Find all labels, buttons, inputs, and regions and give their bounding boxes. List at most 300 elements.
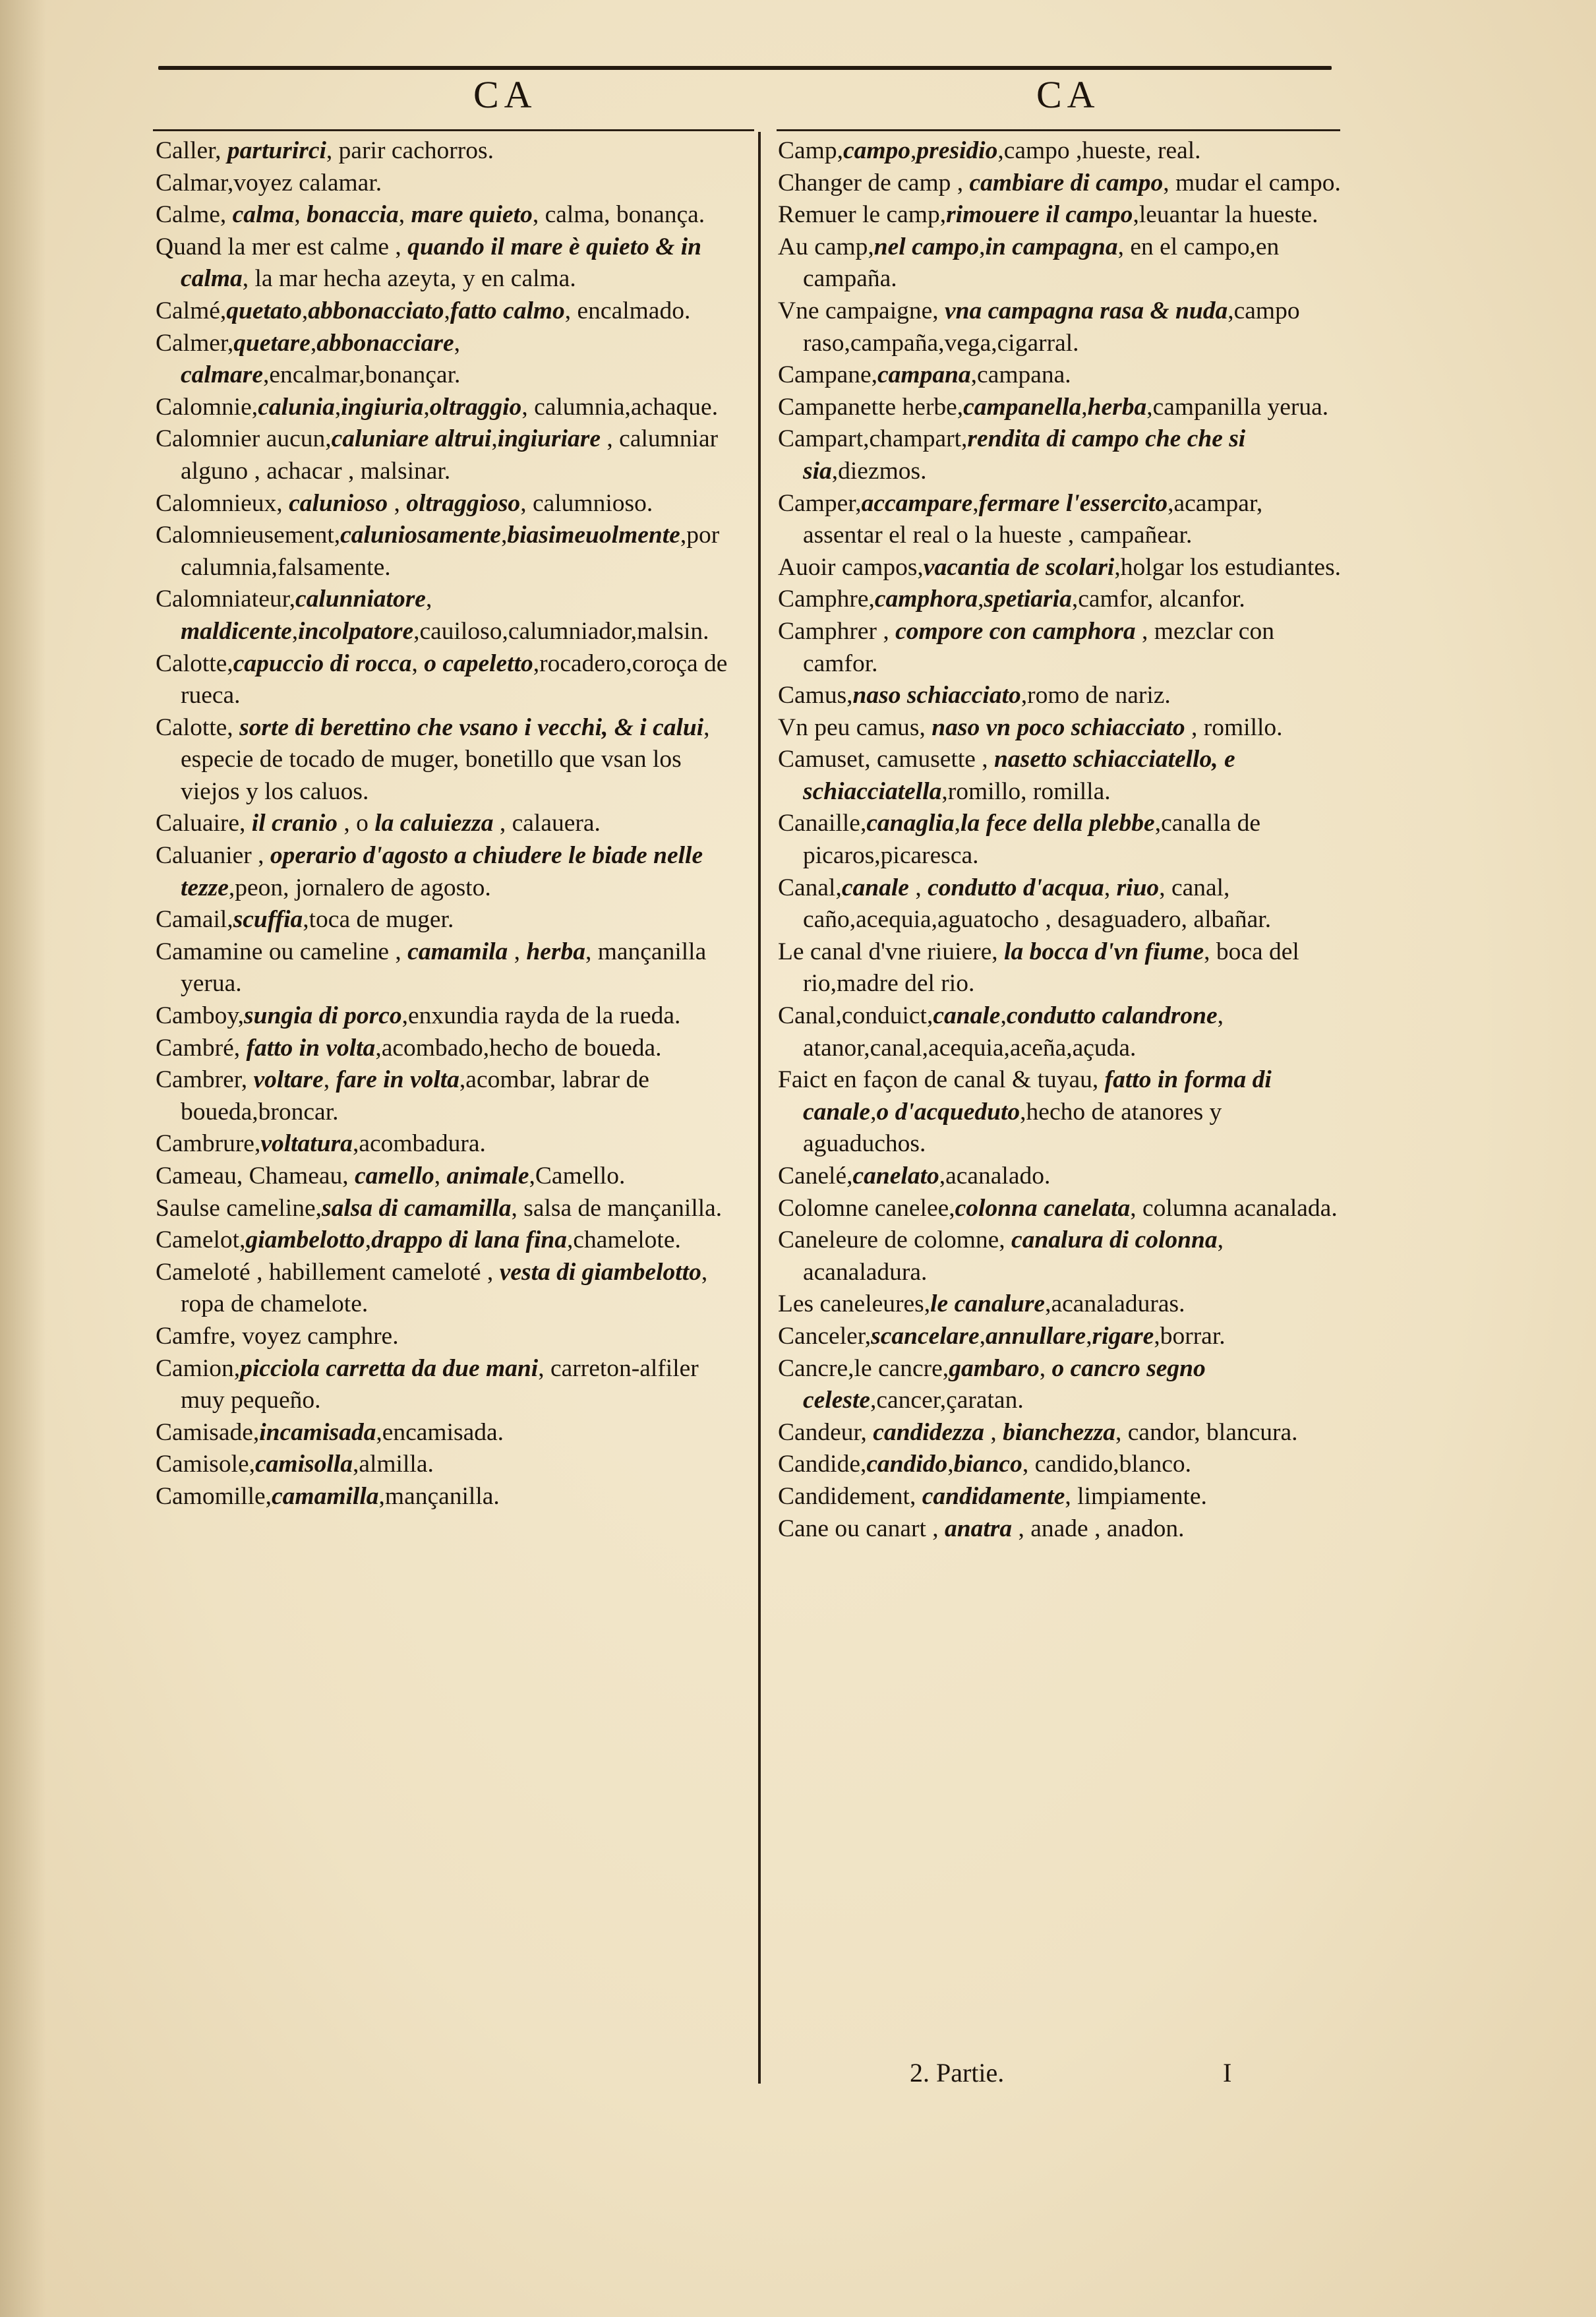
entry-text: , candido,blanco. <box>1022 1451 1191 1478</box>
entry-text: ,acanalado. <box>939 1162 1051 1189</box>
italian-gloss: rendita di campo che che si sia <box>803 425 1246 485</box>
entry-text: ,enxundia rayda de la rueda. <box>401 1002 681 1030</box>
dictionary-entry <box>778 616 1345 680</box>
entry-text: Cancre,le cancre, <box>778 1354 949 1382</box>
italian-gloss: ingiuriare <box>497 425 601 453</box>
entry-text: Camail, <box>156 906 233 934</box>
entry-text: , en el campo,en campaña. <box>803 233 1280 293</box>
entry-text: , <box>908 874 928 901</box>
dictionary-entry <box>778 231 1345 295</box>
entry-text: Canal,conduict, <box>778 1002 933 1030</box>
italian-gloss: riuo <box>1116 874 1160 901</box>
italian-gloss: mare quieto <box>411 201 533 229</box>
entry-text: , <box>1039 1354 1052 1382</box>
italian-gloss: fatto calmo <box>450 297 565 324</box>
italian-gloss: rigare <box>1092 1322 1154 1350</box>
dictionary-entry <box>156 199 736 231</box>
entry-text: , ropa de chamelote. <box>181 1258 708 1318</box>
entry-text: , canal, caño,acequia,aguatocho , desaguadero, albañar. <box>803 874 1272 934</box>
entry-text: , <box>1000 1002 1007 1030</box>
dictionary-entry <box>778 1321 1345 1353</box>
entry-text: , o <box>338 810 375 837</box>
italian-gloss: candidamente <box>922 1482 1065 1510</box>
dictionary-entry <box>156 295 736 328</box>
italian-gloss: naso vn poco schiacciato <box>931 713 1185 741</box>
entry-text: ,leuantar la hueste. <box>1133 201 1318 229</box>
entry-text: Camuset, camusette , <box>778 746 995 773</box>
entry-text: ,campanilla yerua. <box>1146 393 1329 421</box>
italian-gloss: oltraggioso <box>406 489 521 517</box>
entry-text: ,cauiloso,calumniador,malsin. <box>413 617 709 645</box>
italian-gloss: fare in volta <box>336 1066 459 1094</box>
italian-gloss: sorte di berettino che vsano i vecchi, & i calui <box>239 713 704 741</box>
entry-text: Caluanier , <box>156 842 270 870</box>
entry-text: ,campana. <box>970 361 1071 389</box>
entry-text: , calumnia,achaque. <box>521 393 719 421</box>
italian-gloss: presidio <box>916 137 998 164</box>
entry-text: Cameloté , habillement cameloté , <box>156 1258 500 1286</box>
dictionary-entry <box>778 552 1345 584</box>
entry-text: , <box>434 1162 447 1189</box>
entry-text: Calmar,voyez calamar. <box>156 169 382 196</box>
italian-gloss: bianchezza <box>1003 1418 1116 1446</box>
entry-text: , <box>508 938 527 965</box>
italian-gloss: calma <box>232 201 295 229</box>
entry-text: , <box>301 297 309 324</box>
italian-gloss: herba <box>1087 393 1147 421</box>
italian-gloss: naso schiacciato <box>852 682 1021 709</box>
right-column <box>778 135 1345 1545</box>
italian-gloss: accampare <box>861 489 973 517</box>
italian-gloss: candidezza <box>873 1418 985 1446</box>
dictionary-entry <box>156 584 736 647</box>
italian-gloss: maldicente <box>181 617 292 645</box>
folio-mark: I <box>1223 2058 1232 2088</box>
italian-gloss: incamisada <box>259 1418 376 1446</box>
entry-text: Camphrer , <box>778 617 896 645</box>
dictionary-entry <box>156 1417 736 1449</box>
dictionary-entry <box>156 648 736 712</box>
running-head-left: CA <box>473 73 537 116</box>
running-head-right: CA <box>1036 73 1100 116</box>
italian-gloss: caluniosamente <box>340 522 501 549</box>
italian-gloss: campana <box>877 361 971 389</box>
italian-gloss: voltare <box>253 1066 324 1094</box>
entry-text: Camion, <box>156 1354 241 1382</box>
italian-gloss: camphora <box>874 586 978 613</box>
dictionary-entry <box>778 936 1345 1000</box>
entry-text: ,acombadura. <box>352 1130 486 1158</box>
italian-gloss: calunioso <box>289 489 388 517</box>
entry-text: Changer de camp , <box>778 169 970 196</box>
italian-gloss: o d'acqueduto <box>876 1098 1020 1126</box>
header-rule-right <box>777 129 1340 131</box>
italian-gloss: campanella <box>963 393 1082 421</box>
italian-gloss: la fece della plebbe <box>961 810 1155 837</box>
italian-gloss: campo <box>842 137 911 164</box>
italian-gloss: bonaccia <box>307 201 399 229</box>
italian-gloss: bianco <box>953 1451 1022 1478</box>
entry-text: , <box>423 393 430 421</box>
entry-text: , la mar hecha azeyta, y en calma. <box>242 265 576 293</box>
italian-gloss: calunia <box>258 393 335 421</box>
entry-text: , especie de tocado de muger, bonetillo que vsan los viejos y los caluos. <box>181 713 710 805</box>
entry-text: , <box>411 649 425 677</box>
entry-text: Campane, <box>778 361 877 389</box>
italian-gloss: animale <box>446 1162 529 1189</box>
entry-text: ,camfor, alcanfor. <box>1071 586 1245 613</box>
italian-gloss: parturirci <box>227 137 326 164</box>
italian-gloss: vacantia de scolari <box>923 553 1115 581</box>
dictionary-entry <box>156 712 736 808</box>
italian-gloss: anatra <box>945 1515 1013 1542</box>
italian-gloss: o capeletto <box>424 649 533 677</box>
entry-text: Au camp, <box>778 233 874 260</box>
entry-text: , <box>388 489 407 517</box>
entry-text: , anade , anadon. <box>1012 1515 1185 1542</box>
entry-text: , <box>1086 1322 1092 1350</box>
italian-gloss: abbonacciato <box>308 297 444 324</box>
entry-text: ,romillo, romilla. <box>941 777 1111 805</box>
italian-gloss: gambaro <box>949 1354 1040 1382</box>
entry-text: , parir cachorros. <box>326 137 494 164</box>
italian-gloss: canale <box>841 874 909 901</box>
dictionary-entry <box>778 359 1345 392</box>
entry-text: , <box>972 489 979 517</box>
dictionary-entry <box>156 135 736 167</box>
entry-text: Candidement, <box>778 1482 922 1510</box>
entry-text: Candide, <box>778 1451 867 1478</box>
italian-gloss: fatto in volta <box>246 1034 376 1062</box>
entry-text: Calmer, <box>156 329 234 357</box>
entry-text: Cambré, <box>156 1034 247 1062</box>
italian-gloss: caluniare altrui <box>331 425 492 453</box>
entry-text: , <box>310 329 317 357</box>
entry-text: ,encamisada. <box>376 1418 504 1446</box>
entry-text: ,hecho de atanores y aguaduchos. <box>803 1098 1222 1158</box>
dictionary-entry <box>778 1288 1345 1321</box>
italian-gloss: spetiaria <box>984 586 1072 613</box>
header-rule-left <box>153 129 754 131</box>
entry-text: ,por calumnia,falsamente. <box>181 522 720 581</box>
entry-text: , <box>978 586 984 613</box>
entry-text: , <box>979 1322 986 1350</box>
dictionary-entry <box>778 1000 1345 1064</box>
left-column <box>156 135 736 1513</box>
entry-text: Caneleure de colomne, <box>778 1226 1012 1254</box>
entry-text: Cameau, Chameau, <box>156 1162 355 1189</box>
entry-text: Canceler, <box>778 1322 872 1350</box>
entry-text: Cane ou canart , <box>778 1515 945 1542</box>
entry-text: , salsa de mançanilla. <box>511 1194 723 1222</box>
entry-text: ,Camello. <box>529 1162 626 1189</box>
entry-text: , mezclar con camfor. <box>803 617 1274 677</box>
italian-gloss: picciola carretta da due mani <box>240 1354 539 1382</box>
dictionary-entry <box>778 680 1345 712</box>
entry-text: , candor, blancura. <box>1115 1418 1298 1446</box>
entry-text: , <box>870 1098 877 1126</box>
italian-gloss: calunniatore <box>295 586 426 613</box>
italian-gloss: la bocca d'vn fiume <box>1004 938 1204 965</box>
italian-gloss: voltatura <box>260 1130 353 1158</box>
entry-text: Camp, <box>778 137 843 164</box>
italian-gloss: canelato <box>852 1162 939 1189</box>
entry-text: ,borrar. <box>1154 1322 1226 1350</box>
dictionary-entry <box>156 1000 736 1033</box>
entry-text: , <box>294 201 307 229</box>
entry-text: , <box>334 393 341 421</box>
italian-gloss: calmare <box>181 361 263 389</box>
entry-text: Camfre, voyez camphre. <box>156 1322 399 1350</box>
entry-text: , mançanilla yerua. <box>181 938 707 998</box>
entry-text: Caller, <box>156 137 227 164</box>
italian-gloss: fatto in forma di canale <box>803 1066 1272 1126</box>
top-rule <box>158 66 1332 70</box>
italian-gloss: drappo di lana fina <box>371 1226 567 1254</box>
italian-gloss: compore con camphora <box>895 617 1136 645</box>
italian-gloss: biasimeuolmente <box>507 522 680 549</box>
entry-text: Canal, <box>778 874 842 901</box>
italian-gloss: fermare l'essercito <box>978 489 1168 517</box>
entry-text: Canaille, <box>778 810 867 837</box>
entry-text: Camelot, <box>156 1226 246 1254</box>
italian-gloss: canale <box>933 1002 1001 1030</box>
entry-text: Calotte, <box>156 713 240 741</box>
entry-text: Calomnieusement, <box>156 522 341 549</box>
dictionary-entry <box>778 872 1345 936</box>
entry-text: Calomnier aucun, <box>156 425 332 453</box>
entry-text: , <box>425 586 432 613</box>
entry-text: Calotte, <box>156 649 233 677</box>
entry-text: ,acampar, assentar el real o la hueste , campañear. <box>803 489 1263 549</box>
dictionary-entry <box>156 936 736 1000</box>
entry-text: Camisade, <box>156 1418 260 1446</box>
dictionary-entry <box>156 488 736 520</box>
dictionary-entry <box>156 423 736 487</box>
dictionary-entry <box>156 840 736 904</box>
dictionary-entry <box>156 392 736 424</box>
italian-gloss: salsa di camamilla <box>322 1194 512 1222</box>
entry-text: ,toca de muger. <box>303 906 454 934</box>
italian-gloss: annullare <box>986 1322 1086 1350</box>
entry-text: , <box>491 425 498 453</box>
entry-text: , encalmado. <box>564 297 691 324</box>
entry-text: , calumniar alguno , achacar , malsinar. <box>181 425 719 485</box>
entry-text: Quand la mer est calme , <box>156 233 408 260</box>
dictionary-entry <box>778 295 1345 359</box>
entry-text: , <box>979 233 986 260</box>
entry-text: ,peon, jornalero de agosto. <box>228 874 491 901</box>
italian-gloss: condutto calandrone <box>1006 1002 1218 1030</box>
italian-gloss: camamilla <box>272 1482 379 1510</box>
entry-text: , calma, bonança. <box>532 201 705 229</box>
entry-text: Calomnieux, <box>156 489 289 517</box>
entry-text: Canelé, <box>778 1162 853 1189</box>
column-divider <box>758 132 761 2084</box>
dictionary-entry <box>778 1193 1345 1225</box>
signature-mark: 2. Partie. <box>910 2058 1005 2088</box>
entry-text: Caluaire, <box>156 810 252 837</box>
italian-gloss: scancelare <box>871 1322 980 1350</box>
dictionary-entry <box>778 423 1345 487</box>
entry-text: Saulse cameline, <box>156 1194 322 1222</box>
entry-text: , <box>291 617 299 645</box>
entry-text: ,holgar los estudiantes. <box>1114 553 1342 581</box>
dictionary-entry <box>778 1224 1345 1288</box>
italian-gloss: capuccio di rocca <box>233 649 412 677</box>
italian-gloss: canalura di colonna <box>1011 1226 1218 1254</box>
entry-text: , <box>1081 393 1088 421</box>
dictionary-entry <box>156 1160 736 1193</box>
entry-text: Calme, <box>156 201 233 229</box>
entry-text: , <box>500 522 508 549</box>
italian-gloss: vesta di giambelotto <box>499 1258 701 1286</box>
entry-text: ,cancer,çaratan. <box>870 1387 1024 1414</box>
dictionary-entry <box>778 1064 1345 1160</box>
italian-gloss: quetato <box>226 297 302 324</box>
italian-gloss: la caluiezza <box>374 810 494 837</box>
entry-text: , <box>398 201 411 229</box>
entry-text: , <box>954 810 961 837</box>
entry-text: , columna acanalada. <box>1130 1194 1338 1222</box>
italian-gloss: giambelotto <box>245 1226 365 1254</box>
italian-gloss: o cancro segno celeste <box>803 1354 1206 1414</box>
italian-gloss: rimouere il campo <box>946 201 1133 229</box>
entry-text: ,encalmar,bonançar. <box>262 361 461 389</box>
dictionary-entry <box>778 488 1345 552</box>
entry-text: , <box>910 137 917 164</box>
entry-text: Camphre, <box>778 586 875 613</box>
dictionary-entry <box>778 808 1345 872</box>
italian-gloss: il cranio <box>251 810 338 837</box>
entry-text: ,diezmos. <box>831 457 927 485</box>
entry-text: ,acombado,hecho de boueda. <box>375 1034 662 1062</box>
italian-gloss: abbonacciare <box>316 329 454 357</box>
entry-text: Camamine ou cameline , <box>156 938 408 965</box>
italian-gloss: nel campo <box>873 233 980 260</box>
dictionary-entry <box>778 167 1345 200</box>
entry-text: ,almilla. <box>352 1451 434 1478</box>
dictionary-entry <box>778 135 1345 167</box>
entry-text: , <box>947 1451 954 1478</box>
dictionary-entry <box>156 904 736 936</box>
dictionary-entry <box>156 1033 736 1065</box>
dictionary-entry <box>156 1321 736 1353</box>
entry-text: , <box>454 329 460 357</box>
entry-text: ,acanaladuras. <box>1045 1290 1185 1318</box>
italian-gloss: sungia di porco <box>244 1002 402 1030</box>
entry-text: Calomnie, <box>156 393 258 421</box>
entry-text: Remuer le camp, <box>778 201 947 229</box>
dictionary-entry <box>778 1513 1345 1546</box>
italian-gloss: condutto d'acqua <box>928 874 1104 901</box>
entry-text: Campanette herbe, <box>778 393 964 421</box>
entry-text: Camus, <box>778 682 853 709</box>
entry-text: Colomne canelee, <box>778 1194 955 1222</box>
italian-gloss: scuffia <box>233 906 303 934</box>
dictionary-entry <box>156 1193 736 1225</box>
entry-text: , carreton-alfiler muy pequeño. <box>181 1354 699 1414</box>
italian-gloss: ingiuria <box>341 393 424 421</box>
entry-text: Les caneleures, <box>778 1290 931 1318</box>
dictionary-entry <box>778 1449 1345 1481</box>
entry-text: Vne campaigne, <box>778 297 945 324</box>
dictionary-entry <box>778 392 1345 424</box>
dictionary-entry <box>156 1064 736 1128</box>
italian-gloss: candido <box>866 1451 948 1478</box>
italian-gloss: nasetto schiacciatello, e schiacciatella <box>803 746 1235 805</box>
entry-text: ,acombar, labrar de boueda,broncar. <box>181 1066 649 1126</box>
dictionary-entry <box>778 1353 1345 1417</box>
entry-text: Cambrer, <box>156 1066 254 1094</box>
entry-text: ,chamelote. <box>567 1226 681 1254</box>
entry-text: , calauera. <box>493 810 601 837</box>
dictionary-entry <box>778 1160 1345 1193</box>
dictionary-entry <box>156 1353 736 1417</box>
entry-text: , <box>984 1418 1003 1446</box>
italian-gloss: cambiare di campo <box>969 169 1164 196</box>
dictionary-entry <box>156 808 736 840</box>
dictionary-entry <box>156 1128 736 1160</box>
italian-gloss: operario d'agosto a chiudere le biade nelle tezze <box>181 842 703 901</box>
dictionary-entry <box>156 1257 736 1321</box>
italian-gloss: canaglia <box>866 810 955 837</box>
dictionary-entry <box>156 1449 736 1481</box>
entry-text: ,campo raso,campaña,vega,cigarral. <box>803 297 1300 357</box>
entry-text: , calumnioso. <box>520 489 653 517</box>
dictionary-entry <box>156 328 736 392</box>
dictionary-entry <box>778 199 1345 231</box>
dictionary-entry <box>778 1481 1345 1513</box>
italian-gloss: oltraggio <box>429 393 522 421</box>
italian-gloss: quando il mare è quieto & in calma <box>181 233 702 293</box>
italian-gloss: vna campagna rasa & nuda <box>945 297 1228 324</box>
dictionary-entry <box>778 744 1345 808</box>
entry-text: , <box>1104 874 1117 901</box>
dictionary-entry <box>156 167 736 200</box>
entry-text: Camisole, <box>156 1451 256 1478</box>
italian-gloss: herba <box>526 938 585 965</box>
dictionary-entry <box>778 712 1345 744</box>
entry-text: ,mançanilla. <box>378 1482 500 1510</box>
dictionary-entry <box>156 231 736 295</box>
entry-text: Calomniateur, <box>156 586 295 613</box>
italian-gloss: in campagna <box>985 233 1118 260</box>
entry-text: Camper, <box>778 489 862 517</box>
dictionary-entry <box>156 1481 736 1513</box>
entry-text: , <box>365 1226 372 1254</box>
dictionary-entry <box>156 1224 736 1257</box>
entry-text: Calmé, <box>156 297 227 324</box>
entry-text: , mudar el campo. <box>1163 169 1341 196</box>
dictionary-entry <box>778 584 1345 616</box>
italian-gloss: camello <box>354 1162 434 1189</box>
entry-text: , atanor,canal,acequia,aceña,açuda. <box>803 1002 1224 1062</box>
dictionary-entry <box>778 1417 1345 1449</box>
entry-text: Camboy, <box>156 1002 245 1030</box>
entry-text: ,canalla de picaros,picaresca. <box>803 810 1261 870</box>
italian-gloss: quetare <box>233 329 310 357</box>
dictionary-entry <box>156 520 736 584</box>
entry-text: ,romo de nariz. <box>1020 682 1171 709</box>
entry-text: Camomille, <box>156 1482 272 1510</box>
entry-text: Auoir campos, <box>778 553 924 581</box>
entry-text: , acanaladura. <box>803 1226 1224 1286</box>
page-gutter-shadow <box>0 0 46 2317</box>
entry-text: , limpiamente. <box>1065 1482 1207 1510</box>
italian-gloss: le canalure <box>930 1290 1046 1318</box>
italian-gloss: incolpatore <box>298 617 414 645</box>
